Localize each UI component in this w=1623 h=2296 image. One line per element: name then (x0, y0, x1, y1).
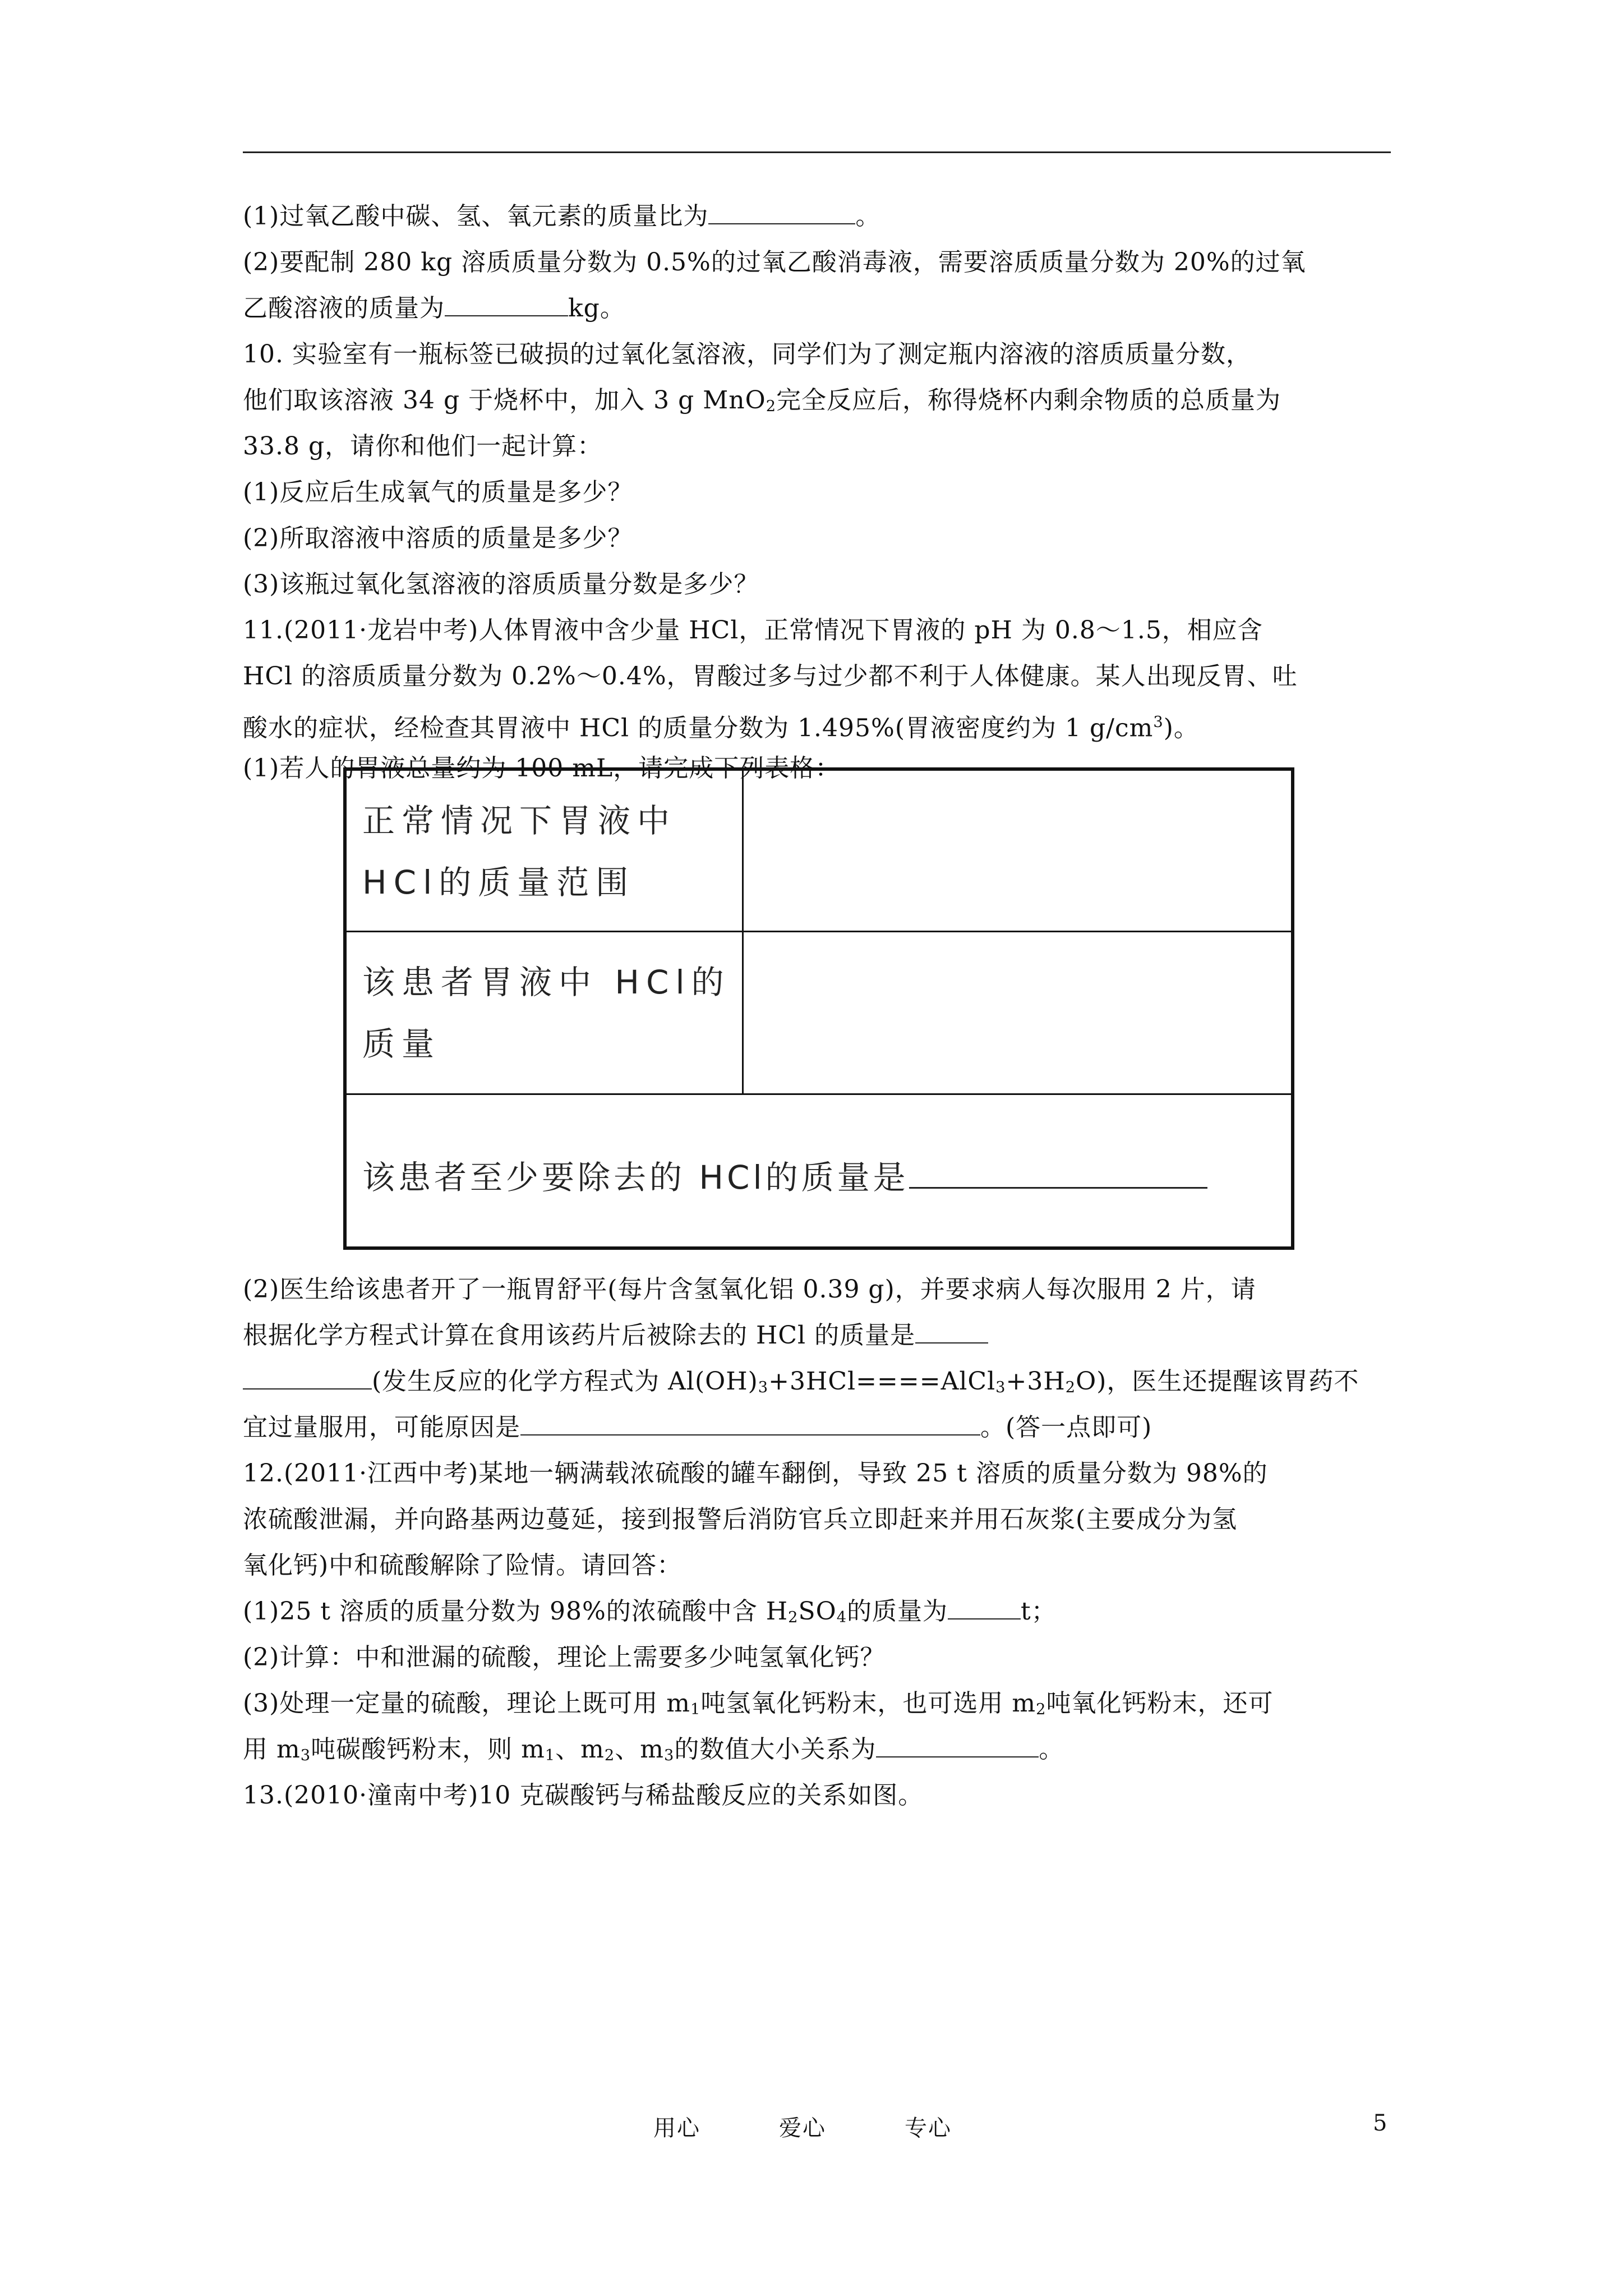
text-line (243, 654, 1391, 700)
table-row (347, 771, 1291, 932)
text-line (243, 286, 1391, 332)
text-run: 吨氢氧化钙粉末，也可选用 m (700, 1689, 1036, 1718)
text-run: 、m (555, 1735, 605, 1764)
subscript: 2 (1036, 1700, 1046, 1718)
header-rule (243, 151, 1391, 153)
subscript: 3 (995, 1378, 1006, 1396)
text-run: 12.(2011·江西中考)某地一辆满载浓硫酸的罐车翻倒，导致 25 t 溶质的质量分数为 98%的 (243, 1459, 1268, 1488)
answer-blank[interactable] (876, 1727, 1039, 1757)
hcl-to-remove-answer-blank[interactable] (909, 1145, 1207, 1189)
text-run: +3HCl====AlCl (768, 1367, 996, 1396)
normal-hcl-range-answer-cell[interactable] (744, 771, 1291, 931)
table-row (347, 932, 1291, 1095)
subscript: 3 (663, 1746, 675, 1764)
text-run: SO (798, 1597, 837, 1626)
text-run: (2)所取溶液中溶质的质量是多少？ (243, 524, 633, 553)
text-line (243, 1405, 1391, 1451)
question-text-top (243, 194, 1391, 792)
text-run: (1)若人的胃液总量约为 100 mL，请完成下列表格： (243, 754, 841, 783)
text-line (243, 1313, 1391, 1359)
text-line (243, 240, 1391, 286)
subscript: 1 (545, 1746, 556, 1764)
table-row (347, 1095, 1291, 1246)
text-line (243, 516, 1391, 562)
text-line (243, 1543, 1391, 1589)
answer-blank[interactable] (915, 1313, 988, 1343)
text-run: (1)过氧乙酸中碳、氢、氧元素的质量比为 (243, 202, 709, 231)
text-line (243, 562, 1391, 608)
text-run: kg。 (568, 294, 625, 323)
text-run: 的数值大小关系为 (674, 1735, 877, 1764)
text-run: O)，医生还提醒该胃药不 (1076, 1367, 1359, 1396)
text-line (243, 1497, 1391, 1543)
text-line (243, 608, 1391, 654)
text-line (243, 1589, 1391, 1635)
answer-blank[interactable] (520, 1405, 980, 1435)
footer-word: 用心 (653, 2115, 700, 2141)
text-run: 用 m (243, 1735, 301, 1764)
text-run: 的质量为 (847, 1597, 948, 1626)
normal-hcl-range-label: 正常情况下胃液中 HCl的质量范围 (347, 771, 744, 931)
answer-blank[interactable] (708, 194, 855, 224)
answer-blank[interactable] (243, 1359, 372, 1389)
text-run: HCl 的溶质质量分数为 0.2%～0.4%，胃酸过多与过少都不利于人体健康。某人出现反胃、吐 (243, 662, 1298, 691)
text-run: 11.(2011·龙岩中考)人体胃液中含少量 HCl，正常情况下胃液的 pH 为 0.8～1.5，相应含 (243, 616, 1263, 645)
text-line (243, 332, 1391, 378)
text-run: 33.8 g，请你和他们一起计算： (243, 432, 603, 461)
answer-blank[interactable] (445, 286, 568, 316)
text-run: 根据化学方程式计算在食用该药片后被除去的 HCl 的质量是 (243, 1321, 916, 1350)
hcl-table (343, 767, 1294, 1250)
text-line (243, 378, 1391, 424)
text-line (243, 1635, 1391, 1681)
text-run: 。 (855, 202, 881, 231)
text-line (243, 700, 1391, 746)
text-line (243, 1267, 1391, 1313)
subscript: 2 (766, 397, 777, 415)
subscript: 2 (604, 1746, 615, 1764)
text-line (243, 1451, 1391, 1497)
text-run: 完全反应后，称得烧杯内剩余物质的总质量为 (776, 386, 1281, 415)
superscript: 3 (1153, 714, 1164, 731)
text-run: 他们取该溶液 34 g 于烧杯中，加入 3 g MnO (243, 386, 766, 415)
footer-word: 专心 (905, 2115, 952, 2141)
text-line (243, 470, 1391, 516)
text-run: 吨氧化钙粉末，还可 (1046, 1689, 1274, 1718)
text-line (243, 1727, 1391, 1773)
page-number: 5 (1373, 2110, 1387, 2136)
text-run: (3)处理一定量的硫酸，理论上既可用 m (243, 1689, 691, 1718)
text-line (243, 1681, 1391, 1727)
text-line (243, 1359, 1391, 1405)
subscript: 2 (788, 1608, 799, 1626)
text-run: )。 (1163, 714, 1199, 743)
subscript: 4 (836, 1608, 847, 1626)
subscript: 1 (690, 1700, 701, 1718)
text-run: 10. 实验室有一瓶标签已破损的过氧化氢溶液，同学们为了测定瓶内溶液的溶质质量分数， (243, 340, 1251, 369)
patient-hcl-mass-answer-cell[interactable] (744, 932, 1291, 1093)
text-run: +3H (1006, 1367, 1066, 1396)
text-run: (1)反应后生成氧气的质量是多少？ (243, 478, 633, 507)
text-run: (2)要配制 280 kg 溶质质量分数为 0.5%的过氧乙酸消毒液，需要溶质质量分数为 20%的过氧 (243, 248, 1306, 277)
footer-word: 爱心 (779, 2115, 826, 2141)
text-run: 酸水的症状，经检查其胃液中 HCl 的质量分数为 1.495%(胃液密度约为 1 g/cm (243, 714, 1154, 743)
text-run: (1)25 t 溶质的质量分数为 98%的浓硫酸中含 H (243, 1597, 789, 1626)
text-run: t； (1021, 1597, 1057, 1626)
text-run: 。 (1039, 1735, 1064, 1764)
question-text-bottom (243, 1267, 1391, 1819)
text-run: (发生反应的化学方程式为 Al(OH) (372, 1367, 758, 1396)
text-run: 氧化钙)中和硫酸解除了险情。请回答： (243, 1551, 683, 1580)
subscript: 3 (300, 1746, 311, 1764)
hcl-to-remove-label: 该患者至少要除去的 HCl的质量是 (362, 1145, 1207, 1205)
text-run: 。(答一点即可) (980, 1413, 1152, 1442)
text-run: 、m (615, 1735, 664, 1764)
text-run: 吨碳酸钙粉末，则 m (311, 1735, 545, 1764)
text-run: (2)计算：中和泄漏的硫酸，理论上需要多少吨氢氧化钙？ (243, 1643, 886, 1672)
answer-blank[interactable] (948, 1589, 1021, 1619)
text-line (243, 194, 1391, 240)
subscript: 2 (1065, 1378, 1076, 1396)
text-run: 乙酸溶液的质量为 (243, 294, 445, 323)
text-line (243, 1773, 1391, 1819)
patient-hcl-mass-label: 该患者胃液中 HCl的 质量 (347, 932, 744, 1093)
text-run: 13.(2010·潼南中考)10 克碳酸钙与稀盐酸反应的关系如图。 (243, 1781, 924, 1810)
text-run: 浓硫酸泄漏，并向路基两边蔓延，接到报警后消防官兵立即赶来并用石灰浆(主要成分为氢 (243, 1505, 1238, 1534)
text-run: (2)医生给该患者开了一瓶胃舒平(每片含氢氧化铝 0.39 g)，并要求病人每次服用 2 片，请 (243, 1275, 1256, 1304)
text-run: 宜过量服用，可能原因是 (243, 1413, 520, 1442)
footer-motto (653, 2110, 1030, 2142)
text-run: (3)该瓶过氧化氢溶液的溶质质量分数是多少？ (243, 570, 759, 599)
subscript: 3 (758, 1378, 769, 1396)
text-line (243, 424, 1391, 470)
